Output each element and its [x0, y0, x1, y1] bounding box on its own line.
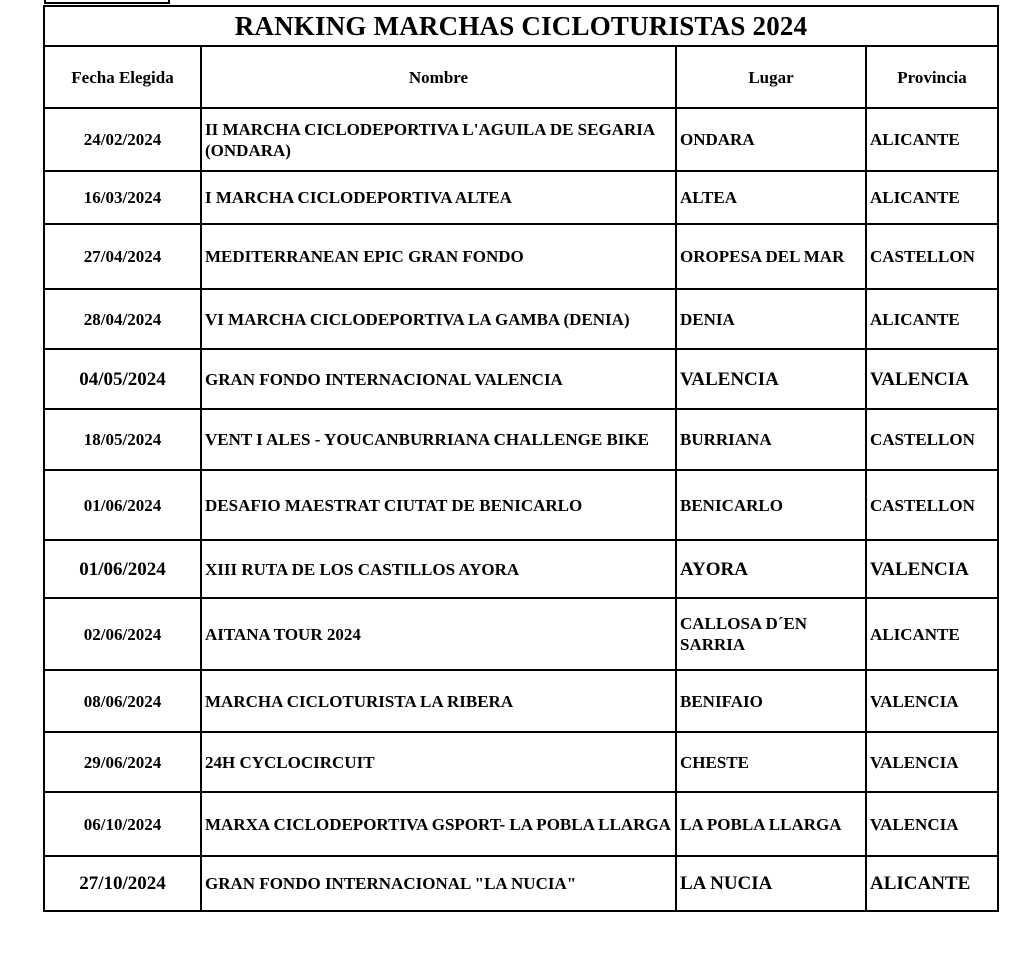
- cell-province: ALICANTE: [866, 171, 998, 224]
- table-row: [44, 289, 998, 349]
- cell-place: DENIA: [676, 289, 866, 349]
- cell-province: VALENCIA: [866, 670, 998, 732]
- cell-date: 29/06/2024: [44, 732, 201, 792]
- cell-province: ALICANTE: [866, 598, 998, 670]
- cell-place: BURRIANA: [676, 409, 866, 470]
- cell-date: 02/06/2024: [44, 598, 201, 670]
- cell-date: 01/06/2024: [44, 470, 201, 540]
- cell-name: DESAFIO MAESTRAT CIUTAT DE BENICARLO: [201, 470, 676, 540]
- cell-name: VI MARCHA CICLODEPORTIVA LA GAMBA (DENIA): [201, 289, 676, 349]
- table-row: [44, 856, 998, 911]
- table-title: RANKING MARCHAS CICLOTURISTAS 2024: [44, 6, 998, 46]
- cell-province: CASTELLON: [866, 470, 998, 540]
- ranking-table: [43, 5, 999, 912]
- cell-place: ONDARA: [676, 108, 866, 171]
- cell-province: VALENCIA: [866, 732, 998, 792]
- table-row: [44, 792, 998, 856]
- cell-province: CASTELLON: [866, 224, 998, 289]
- cell-date: 04/05/2024: [44, 349, 201, 409]
- table-row: [44, 349, 998, 409]
- cell-province: ALICANTE: [866, 289, 998, 349]
- cell-name: MARXA CICLODEPORTIVA GSPORT- LA POBLA LLARGA: [201, 792, 676, 856]
- cell-date: 28/04/2024: [44, 289, 201, 349]
- cell-name: 24H CYCLOCIRCUIT: [201, 732, 676, 792]
- table-row: [44, 409, 998, 470]
- cell-date: 01/06/2024: [44, 540, 201, 598]
- cell-name: MEDITERRANEAN EPIC GRAN FONDO: [201, 224, 676, 289]
- table-row: [44, 732, 998, 792]
- table-row: [44, 598, 998, 670]
- cell-name: I MARCHA CICLODEPORTIVA ALTEA: [201, 171, 676, 224]
- cell-date: 18/05/2024: [44, 409, 201, 470]
- cell-date: 27/04/2024: [44, 224, 201, 289]
- cell-name: MARCHA CICLOTURISTA LA RIBERA: [201, 670, 676, 732]
- table-row: [44, 171, 998, 224]
- header-place: Lugar: [676, 46, 866, 108]
- title-row: [44, 6, 998, 46]
- cell-date: 08/06/2024: [44, 670, 201, 732]
- cell-place: OROPESA DEL MAR: [676, 224, 866, 289]
- header-name: Nombre: [201, 46, 676, 108]
- cell-province: VALENCIA: [866, 349, 998, 409]
- cell-province: ALICANTE: [866, 108, 998, 171]
- cell-name: VENT I ALES - YOUCANBURRIANA CHALLENGE BIKE: [201, 409, 676, 470]
- table-row: [44, 540, 998, 598]
- cell-date: 27/10/2024: [44, 856, 201, 911]
- cell-name: AITANA TOUR 2024: [201, 598, 676, 670]
- cell-name: XIII RUTA DE LOS CASTILLOS AYORA: [201, 540, 676, 598]
- cell-place: CALLOSA D´EN SARRIA: [676, 598, 866, 670]
- cell-name: GRAN FONDO INTERNACIONAL "LA NUCIA": [201, 856, 676, 911]
- cell-province: VALENCIA: [866, 792, 998, 856]
- header-date: Fecha Elegida: [44, 46, 201, 108]
- header-province: Provincia: [866, 46, 998, 108]
- table-row: [44, 224, 998, 289]
- cell-name: II MARCHA CICLODEPORTIVA L'AGUILA DE SEGARIA (ONDARA): [201, 108, 676, 171]
- cell-place: CHESTE: [676, 732, 866, 792]
- cell-date: 06/10/2024: [44, 792, 201, 856]
- table-row: [44, 108, 998, 171]
- cell-province: ALICANTE: [866, 856, 998, 911]
- cell-place: ALTEA: [676, 171, 866, 224]
- cell-place: BENIFAIO: [676, 670, 866, 732]
- cell-date: 24/02/2024: [44, 108, 201, 171]
- cell-name: GRAN FONDO INTERNACIONAL VALENCIA: [201, 349, 676, 409]
- cell-province: CASTELLON: [866, 409, 998, 470]
- cell-place: LA POBLA LLARGA: [676, 792, 866, 856]
- cell-place: AYORA: [676, 540, 866, 598]
- cell-place: LA NUCIA: [676, 856, 866, 911]
- cell-place: VALENCIA: [676, 349, 866, 409]
- cell-place: BENICARLO: [676, 470, 866, 540]
- cell-date: 16/03/2024: [44, 171, 201, 224]
- cell-province: VALENCIA: [866, 540, 998, 598]
- table-row: [44, 670, 998, 732]
- header-row: [44, 46, 998, 108]
- top-border-fragment: [44, 0, 170, 4]
- table-row: [44, 470, 998, 540]
